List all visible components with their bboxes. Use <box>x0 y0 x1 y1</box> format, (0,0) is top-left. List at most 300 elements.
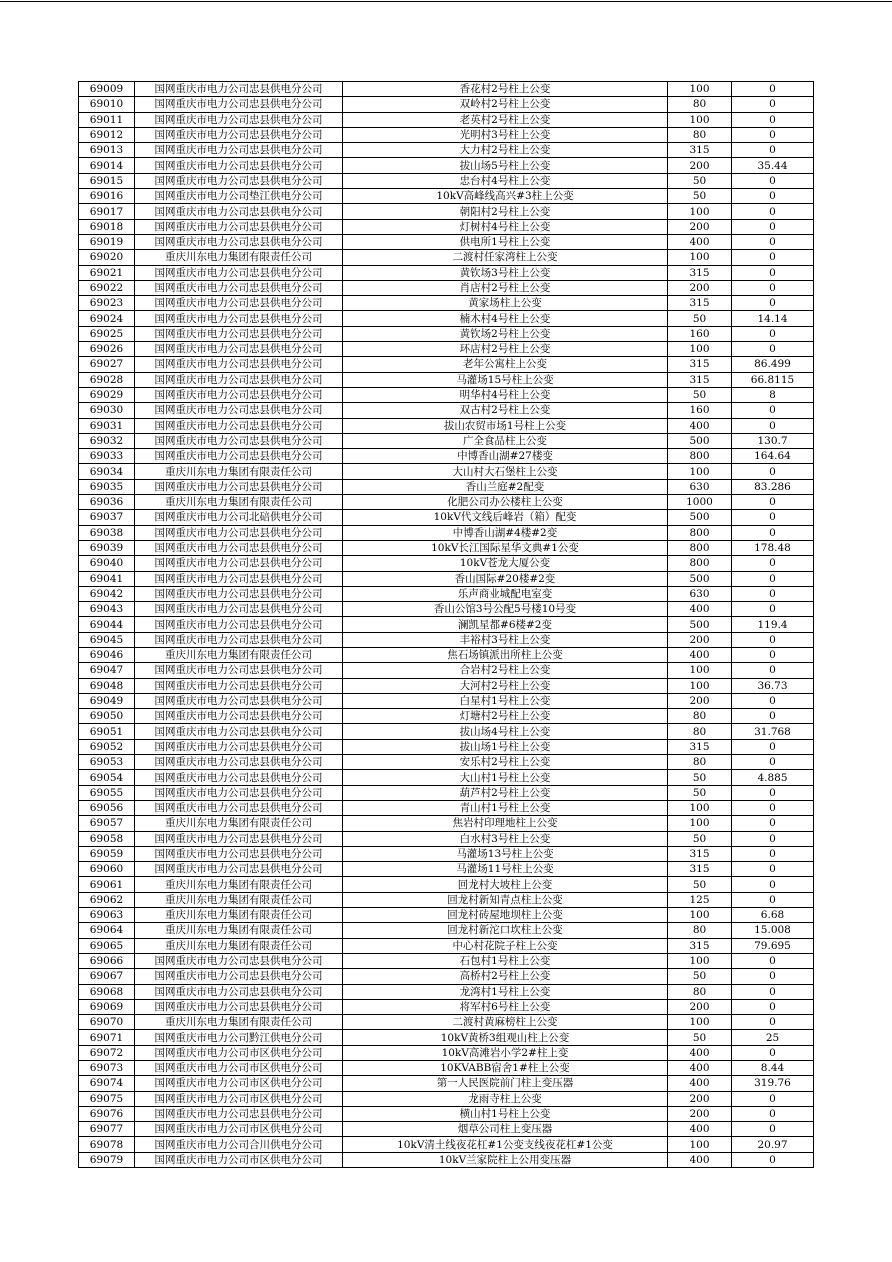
cell-row-id: 69050 <box>79 709 135 724</box>
cell-capacity: 800 <box>668 525 732 540</box>
cell-capacity: 50 <box>668 877 732 892</box>
cell-transformer-name: 二渡村黄麻榜柱上公变 <box>343 1015 668 1030</box>
cell-transformer-name: 乐声商业城配电室变 <box>343 586 668 601</box>
cell-capacity: 50 <box>668 785 732 800</box>
cell-company: 国网重庆市电力公司忠县供电分公司 <box>135 602 343 617</box>
cell-capacity: 315 <box>668 862 732 877</box>
cell-company: 重庆川东电力集团有限责任公司 <box>135 1015 343 1030</box>
cell-capacity: 50 <box>668 173 732 188</box>
cell-row-id: 69042 <box>79 586 135 601</box>
cell-capacity: 100 <box>668 663 732 678</box>
cell-value: 0 <box>732 709 814 724</box>
cell-capacity: 315 <box>668 357 732 372</box>
cell-capacity: 50 <box>668 311 732 326</box>
cell-transformer-name: 马灌场15号柱上公变 <box>343 372 668 387</box>
cell-row-id: 69024 <box>79 311 135 326</box>
table-row <box>79 540 814 555</box>
table-row <box>79 342 814 357</box>
cell-row-id: 69062 <box>79 892 135 907</box>
cell-transformer-name: 高桥村2号柱上公变 <box>343 969 668 984</box>
cell-transformer-name: 回龙村新沱口坎柱上公变 <box>343 923 668 938</box>
cell-value: 0 <box>732 265 814 280</box>
cell-transformer-name: 青山村1号柱上公变 <box>343 800 668 815</box>
table-row <box>79 953 814 968</box>
cell-company: 重庆川东电力集团有限责任公司 <box>135 464 343 479</box>
table-row <box>79 479 814 494</box>
cell-company: 国网重庆市电力公司忠县供电分公司 <box>135 97 343 112</box>
cell-company: 国网重庆市电力公司忠县供电分公司 <box>135 1106 343 1121</box>
cell-value: 0 <box>732 403 814 418</box>
cell-transformer-name: 灯塘村2号柱上公变 <box>343 709 668 724</box>
cell-company: 国网重庆市电力公司忠县供电分公司 <box>135 372 343 387</box>
cell-row-id: 69039 <box>79 540 135 555</box>
cell-capacity: 315 <box>668 846 732 861</box>
cell-value: 0 <box>732 693 814 708</box>
cell-transformer-name: 合岩村2号柱上公变 <box>343 663 668 678</box>
cell-company: 国网重庆市电力公司忠县供电分公司 <box>135 663 343 678</box>
table-row <box>79 326 814 341</box>
cell-row-id: 69036 <box>79 495 135 510</box>
cell-capacity: 80 <box>668 709 732 724</box>
cell-row-id: 69068 <box>79 984 135 999</box>
cell-transformer-name: 忠台村4号柱上公变 <box>343 173 668 188</box>
cell-company: 重庆川东电力集团有限责任公司 <box>135 892 343 907</box>
cell-value: 0 <box>732 800 814 815</box>
cell-value: 0 <box>732 1122 814 1137</box>
cell-capacity: 200 <box>668 632 732 647</box>
cell-transformer-name: 10kV高峰线高兴#3柱上公变 <box>343 189 668 204</box>
cell-row-id: 69025 <box>79 326 135 341</box>
cell-company: 国网重庆市电力公司忠县供电分公司 <box>135 969 343 984</box>
cell-transformer-name: 拔山场1号柱上公变 <box>343 739 668 754</box>
cell-transformer-name: 丰裕村3号柱上公变 <box>343 632 668 647</box>
table-row <box>79 556 814 571</box>
cell-company: 重庆川东电力集团有限责任公司 <box>135 923 343 938</box>
table-row <box>79 112 814 127</box>
cell-row-id: 69063 <box>79 908 135 923</box>
cell-row-id: 69016 <box>79 189 135 204</box>
cell-value: 0 <box>732 586 814 601</box>
table-row <box>79 739 814 754</box>
table-row <box>79 464 814 479</box>
cell-capacity: 200 <box>668 158 732 173</box>
cell-company: 国网重庆市电力公司忠县供电分公司 <box>135 724 343 739</box>
cell-company: 国网重庆市电力公司忠县供电分公司 <box>135 984 343 999</box>
cell-value: 0 <box>732 418 814 433</box>
cell-transformer-name: 大力村2号柱上公变 <box>343 143 668 158</box>
cell-capacity: 400 <box>668 418 732 433</box>
cell-value: 0 <box>732 632 814 647</box>
cell-value: 0 <box>732 1152 814 1167</box>
cell-company: 国网重庆市电力公司忠县供电分公司 <box>135 326 343 341</box>
cell-company: 国网重庆市电力公司忠县供电分公司 <box>135 999 343 1014</box>
table-row <box>79 1152 814 1167</box>
cell-value: 0 <box>732 296 814 311</box>
table-row <box>79 1122 814 1137</box>
cell-value: 0 <box>732 112 814 127</box>
cell-transformer-name: 朝阳村2号柱上公变 <box>343 204 668 219</box>
cell-company: 国网重庆市电力公司市区供电分公司 <box>135 1061 343 1076</box>
table-row <box>79 97 814 112</box>
cell-value: 0 <box>732 571 814 586</box>
table-row <box>79 923 814 938</box>
cell-capacity: 400 <box>668 647 732 662</box>
cell-value: 0 <box>732 831 814 846</box>
cell-company: 国网重庆市电力公司忠县供电分公司 <box>135 540 343 555</box>
cell-capacity: 400 <box>668 234 732 249</box>
cell-company: 国网重庆市电力公司忠县供电分公司 <box>135 846 343 861</box>
cell-row-id: 69078 <box>79 1137 135 1152</box>
cell-company: 国网重庆市电力公司忠县供电分公司 <box>135 311 343 326</box>
table-row <box>79 280 814 295</box>
cell-transformer-name: 香花村2号柱上公变 <box>343 82 668 97</box>
cell-row-id: 69048 <box>79 678 135 693</box>
table-row <box>79 234 814 249</box>
cell-capacity: 400 <box>668 1045 732 1060</box>
table-row <box>79 510 814 525</box>
table-row <box>79 877 814 892</box>
cell-capacity: 100 <box>668 112 732 127</box>
cell-company: 国网重庆市电力公司忠县供电分公司 <box>135 173 343 188</box>
table-row <box>79 1106 814 1121</box>
cell-value: 36.73 <box>732 678 814 693</box>
cell-transformer-name: 香山兰庭#2配变 <box>343 479 668 494</box>
cell-transformer-name: 肖店村2号柱上公变 <box>343 280 668 295</box>
cell-transformer-name: 香山公馆3号公配5号楼10号变 <box>343 602 668 617</box>
transformer-table <box>78 81 814 1168</box>
cell-company: 国网重庆市电力公司北碚供电分公司 <box>135 510 343 525</box>
cell-capacity: 200 <box>668 693 732 708</box>
cell-row-id: 69044 <box>79 617 135 632</box>
cell-value: 0 <box>732 846 814 861</box>
cell-transformer-name: 环店村2号柱上公变 <box>343 342 668 357</box>
cell-row-id: 69069 <box>79 999 135 1014</box>
cell-value: 86.499 <box>732 357 814 372</box>
cell-capacity: 315 <box>668 372 732 387</box>
table-row <box>79 709 814 724</box>
cell-value: 0 <box>732 892 814 907</box>
cell-value: 14.14 <box>732 311 814 326</box>
cell-row-id: 69019 <box>79 234 135 249</box>
table-row <box>79 403 814 418</box>
cell-capacity: 200 <box>668 1091 732 1106</box>
cell-transformer-name: 白星村1号柱上公变 <box>343 693 668 708</box>
table-row <box>79 219 814 234</box>
cell-row-id: 69070 <box>79 1015 135 1030</box>
cell-value: 0 <box>732 1106 814 1121</box>
cell-company: 国网重庆市电力公司垫江供电分公司 <box>135 189 343 204</box>
cell-row-id: 69061 <box>79 877 135 892</box>
cell-row-id: 69058 <box>79 831 135 846</box>
cell-value: 0 <box>732 785 814 800</box>
cell-transformer-name: 双古村2号柱上公变 <box>343 403 668 418</box>
cell-capacity: 100 <box>668 800 732 815</box>
cell-capacity: 500 <box>668 433 732 448</box>
cell-transformer-name: 白水村3号柱上公变 <box>343 831 668 846</box>
table-row <box>79 831 814 846</box>
cell-transformer-name: 澜凯星都#6楼#2变 <box>343 617 668 632</box>
cell-company: 重庆川东电力集团有限责任公司 <box>135 647 343 662</box>
cell-transformer-name: 双岭村2号柱上公变 <box>343 97 668 112</box>
cell-value: 0 <box>732 173 814 188</box>
table-row <box>79 816 814 831</box>
cell-company: 国网重庆市电力公司忠县供电分公司 <box>135 158 343 173</box>
cell-value: 20.97 <box>732 1137 814 1152</box>
cell-value: 0 <box>732 969 814 984</box>
cell-value: 0 <box>732 1045 814 1060</box>
cell-capacity: 50 <box>668 189 732 204</box>
table-row <box>79 372 814 387</box>
cell-transformer-name: 楠木村4号柱上公变 <box>343 311 668 326</box>
cell-capacity: 315 <box>668 265 732 280</box>
cell-transformer-name: 10kV清土线夜花杠#1公变支线夜花杠#1公变 <box>343 1137 668 1152</box>
cell-row-id: 69013 <box>79 143 135 158</box>
cell-company: 重庆川东电力集团有限责任公司 <box>135 816 343 831</box>
cell-row-id: 69030 <box>79 403 135 418</box>
cell-transformer-name: 大河村2号柱上公变 <box>343 678 668 693</box>
table-row <box>79 999 814 1014</box>
cell-company: 国网重庆市电力公司忠县供电分公司 <box>135 556 343 571</box>
table-row <box>79 862 814 877</box>
cell-company: 国网重庆市电力公司忠县供电分公司 <box>135 296 343 311</box>
cell-company: 国网重庆市电力公司忠县供电分公司 <box>135 387 343 402</box>
cell-capacity: 160 <box>668 403 732 418</box>
cell-value: 66.8115 <box>732 372 814 387</box>
cell-row-id: 69043 <box>79 602 135 617</box>
cell-row-id: 69021 <box>79 265 135 280</box>
cell-row-id: 69011 <box>79 112 135 127</box>
table-row <box>79 265 814 280</box>
cell-row-id: 69066 <box>79 953 135 968</box>
cell-capacity: 125 <box>668 892 732 907</box>
cell-transformer-name: 将军村6号柱上公变 <box>343 999 668 1014</box>
cell-row-id: 69012 <box>79 127 135 142</box>
table-row <box>79 311 814 326</box>
cell-company: 国网重庆市电力公司忠县供电分公司 <box>135 831 343 846</box>
cell-row-id: 69026 <box>79 342 135 357</box>
cell-value: 0 <box>732 525 814 540</box>
table-row <box>79 969 814 984</box>
cell-capacity: 200 <box>668 219 732 234</box>
cell-row-id: 69014 <box>79 158 135 173</box>
cell-row-id: 69038 <box>79 525 135 540</box>
cell-transformer-name: 灯树村4号柱上公变 <box>343 219 668 234</box>
cell-value: 0 <box>732 1091 814 1106</box>
cell-row-id: 69027 <box>79 357 135 372</box>
cell-value: 0 <box>732 999 814 1014</box>
cell-capacity: 800 <box>668 556 732 571</box>
cell-transformer-name: 10kV黄桥3组观山柱上公变 <box>343 1030 668 1045</box>
cell-row-id: 69017 <box>79 204 135 219</box>
cell-company: 国网重庆市电力公司忠县供电分公司 <box>135 785 343 800</box>
cell-company: 国网重庆市电力公司忠县供电分公司 <box>135 418 343 433</box>
cell-row-id: 69049 <box>79 693 135 708</box>
cell-capacity: 50 <box>668 770 732 785</box>
table-row <box>79 571 814 586</box>
cell-company: 重庆川东电力集团有限责任公司 <box>135 938 343 953</box>
cell-capacity: 200 <box>668 1106 732 1121</box>
cell-company: 国网重庆市电力公司市区供电分公司 <box>135 1076 343 1091</box>
cell-row-id: 69052 <box>79 739 135 754</box>
cell-capacity: 400 <box>668 1122 732 1137</box>
cell-company: 国网重庆市电力公司忠县供电分公司 <box>135 632 343 647</box>
table-row <box>79 663 814 678</box>
cell-transformer-name: 化肥公司办公楼柱上公变 <box>343 495 668 510</box>
cell-value: 0 <box>732 204 814 219</box>
cell-value: 0 <box>732 234 814 249</box>
cell-capacity: 50 <box>668 969 732 984</box>
cell-company: 国网重庆市电力公司忠县供电分公司 <box>135 586 343 601</box>
table-row <box>79 189 814 204</box>
cell-transformer-name: 龙湾村1号柱上公变 <box>343 984 668 999</box>
cell-capacity: 800 <box>668 449 732 464</box>
cell-transformer-name: 拔山场5号柱上公变 <box>343 158 668 173</box>
cell-company: 国网重庆市电力公司忠县供电分公司 <box>135 953 343 968</box>
cell-capacity: 80 <box>668 755 732 770</box>
cell-transformer-name: 拔山农贸市场1号柱上公变 <box>343 418 668 433</box>
cell-transformer-name: 光明村3号柱上公变 <box>343 127 668 142</box>
cell-capacity: 50 <box>668 387 732 402</box>
cell-row-id: 69010 <box>79 97 135 112</box>
cell-capacity: 400 <box>668 1061 732 1076</box>
table-row <box>79 617 814 632</box>
cell-capacity: 500 <box>668 510 732 525</box>
cell-row-id: 69054 <box>79 770 135 785</box>
cell-row-id: 69045 <box>79 632 135 647</box>
cell-company: 国网重庆市电力公司忠县供电分公司 <box>135 479 343 494</box>
cell-value: 35.44 <box>732 158 814 173</box>
table-row <box>79 693 814 708</box>
cell-capacity: 100 <box>668 908 732 923</box>
cell-value: 31.768 <box>732 724 814 739</box>
cell-transformer-name: 第一人民医院前门柱上变压器 <box>343 1076 668 1091</box>
cell-row-id: 69041 <box>79 571 135 586</box>
cell-company: 国网重庆市电力公司忠县供电分公司 <box>135 709 343 724</box>
cell-value: 15.008 <box>732 923 814 938</box>
cell-value: 0 <box>732 602 814 617</box>
cell-capacity: 200 <box>668 999 732 1014</box>
cell-value: 0 <box>732 556 814 571</box>
cell-company: 国网重庆市电力公司忠县供电分公司 <box>135 204 343 219</box>
cell-transformer-name: 中博香山湖#27楼变 <box>343 449 668 464</box>
cell-capacity: 1000 <box>668 495 732 510</box>
cell-capacity: 400 <box>668 602 732 617</box>
table-row <box>79 1091 814 1106</box>
cell-row-id: 69046 <box>79 647 135 662</box>
cell-capacity: 100 <box>668 678 732 693</box>
table-row <box>79 449 814 464</box>
page-top-rule <box>0 1 892 2</box>
cell-company: 国网重庆市电力公司忠县供电分公司 <box>135 862 343 877</box>
cell-capacity: 100 <box>668 816 732 831</box>
table-row <box>79 204 814 219</box>
cell-capacity: 160 <box>668 326 732 341</box>
cell-company: 国网重庆市电力公司忠县供电分公司 <box>135 82 343 97</box>
cell-company: 重庆川东电力集团有限责任公司 <box>135 877 343 892</box>
table-row <box>79 770 814 785</box>
cell-row-id: 69032 <box>79 433 135 448</box>
cell-capacity: 100 <box>668 204 732 219</box>
table-row <box>79 785 814 800</box>
cell-row-id: 69035 <box>79 479 135 494</box>
cell-transformer-name: 中心村花院子柱上公变 <box>343 938 668 953</box>
cell-value: 0 <box>732 219 814 234</box>
table-row <box>79 800 814 815</box>
cell-row-id: 69029 <box>79 387 135 402</box>
cell-row-id: 69076 <box>79 1106 135 1121</box>
cell-value: 0 <box>732 647 814 662</box>
cell-capacity: 400 <box>668 1076 732 1091</box>
cell-row-id: 69028 <box>79 372 135 387</box>
cell-transformer-name: 回龙村大坡柱上公变 <box>343 877 668 892</box>
cell-transformer-name: 回龙村新知青点柱上公变 <box>343 892 668 907</box>
cell-row-id: 69073 <box>79 1061 135 1076</box>
cell-transformer-name: 黄钦场2号柱上公变 <box>343 326 668 341</box>
cell-row-id: 69057 <box>79 816 135 831</box>
cell-value: 0 <box>732 510 814 525</box>
cell-company: 国网重庆市电力公司忠县供电分公司 <box>135 755 343 770</box>
table-row <box>79 1045 814 1060</box>
cell-value: 0 <box>732 1015 814 1030</box>
cell-value: 0 <box>732 250 814 265</box>
cell-company: 国网重庆市电力公司市区供电分公司 <box>135 1122 343 1137</box>
cell-value: 79.695 <box>732 938 814 953</box>
cell-company: 国网重庆市电力公司忠县供电分公司 <box>135 739 343 754</box>
cell-value: 0 <box>732 82 814 97</box>
cell-capacity: 80 <box>668 97 732 112</box>
cell-row-id: 69033 <box>79 449 135 464</box>
cell-row-id: 69022 <box>79 280 135 295</box>
cell-company: 国网重庆市电力公司忠县供电分公司 <box>135 770 343 785</box>
cell-value: 25 <box>732 1030 814 1045</box>
table-row <box>79 250 814 265</box>
cell-capacity: 630 <box>668 586 732 601</box>
table-row <box>79 632 814 647</box>
cell-company: 国网重庆市电力公司忠县供电分公司 <box>135 143 343 158</box>
table-row <box>79 158 814 173</box>
cell-company: 重庆川东电力集团有限责任公司 <box>135 495 343 510</box>
cell-transformer-name: 老英村2号柱上公变 <box>343 112 668 127</box>
cell-company: 国网重庆市电力公司忠县供电分公司 <box>135 525 343 540</box>
table-row <box>79 602 814 617</box>
cell-value: 0 <box>732 495 814 510</box>
table-row <box>79 724 814 739</box>
cell-transformer-name: 安乐村2号柱上公变 <box>343 755 668 770</box>
cell-capacity: 400 <box>668 1152 732 1167</box>
cell-row-id: 69077 <box>79 1122 135 1137</box>
cell-company: 国网重庆市电力公司市区供电分公司 <box>135 1152 343 1167</box>
table-row <box>79 82 814 97</box>
cell-row-id: 69067 <box>79 969 135 984</box>
cell-company: 国网重庆市电力公司忠县供电分公司 <box>135 112 343 127</box>
cell-value: 0 <box>732 877 814 892</box>
cell-value: 0 <box>732 755 814 770</box>
cell-value: 8.44 <box>732 1061 814 1076</box>
cell-row-id: 69079 <box>79 1152 135 1167</box>
cell-transformer-name: 黄钦场3号柱上公变 <box>343 265 668 280</box>
cell-transformer-name: 横山村1号柱上公变 <box>343 1106 668 1121</box>
cell-capacity: 80 <box>668 984 732 999</box>
cell-company: 国网重庆市电力公司忠县供电分公司 <box>135 342 343 357</box>
table-row <box>79 296 814 311</box>
cell-transformer-name: 大山村大石堡柱上公变 <box>343 464 668 479</box>
table-row <box>79 525 814 540</box>
table-row <box>79 495 814 510</box>
cell-row-id: 69053 <box>79 755 135 770</box>
cell-value: 4.885 <box>732 770 814 785</box>
cell-row-id: 69009 <box>79 82 135 97</box>
table-row <box>79 846 814 861</box>
